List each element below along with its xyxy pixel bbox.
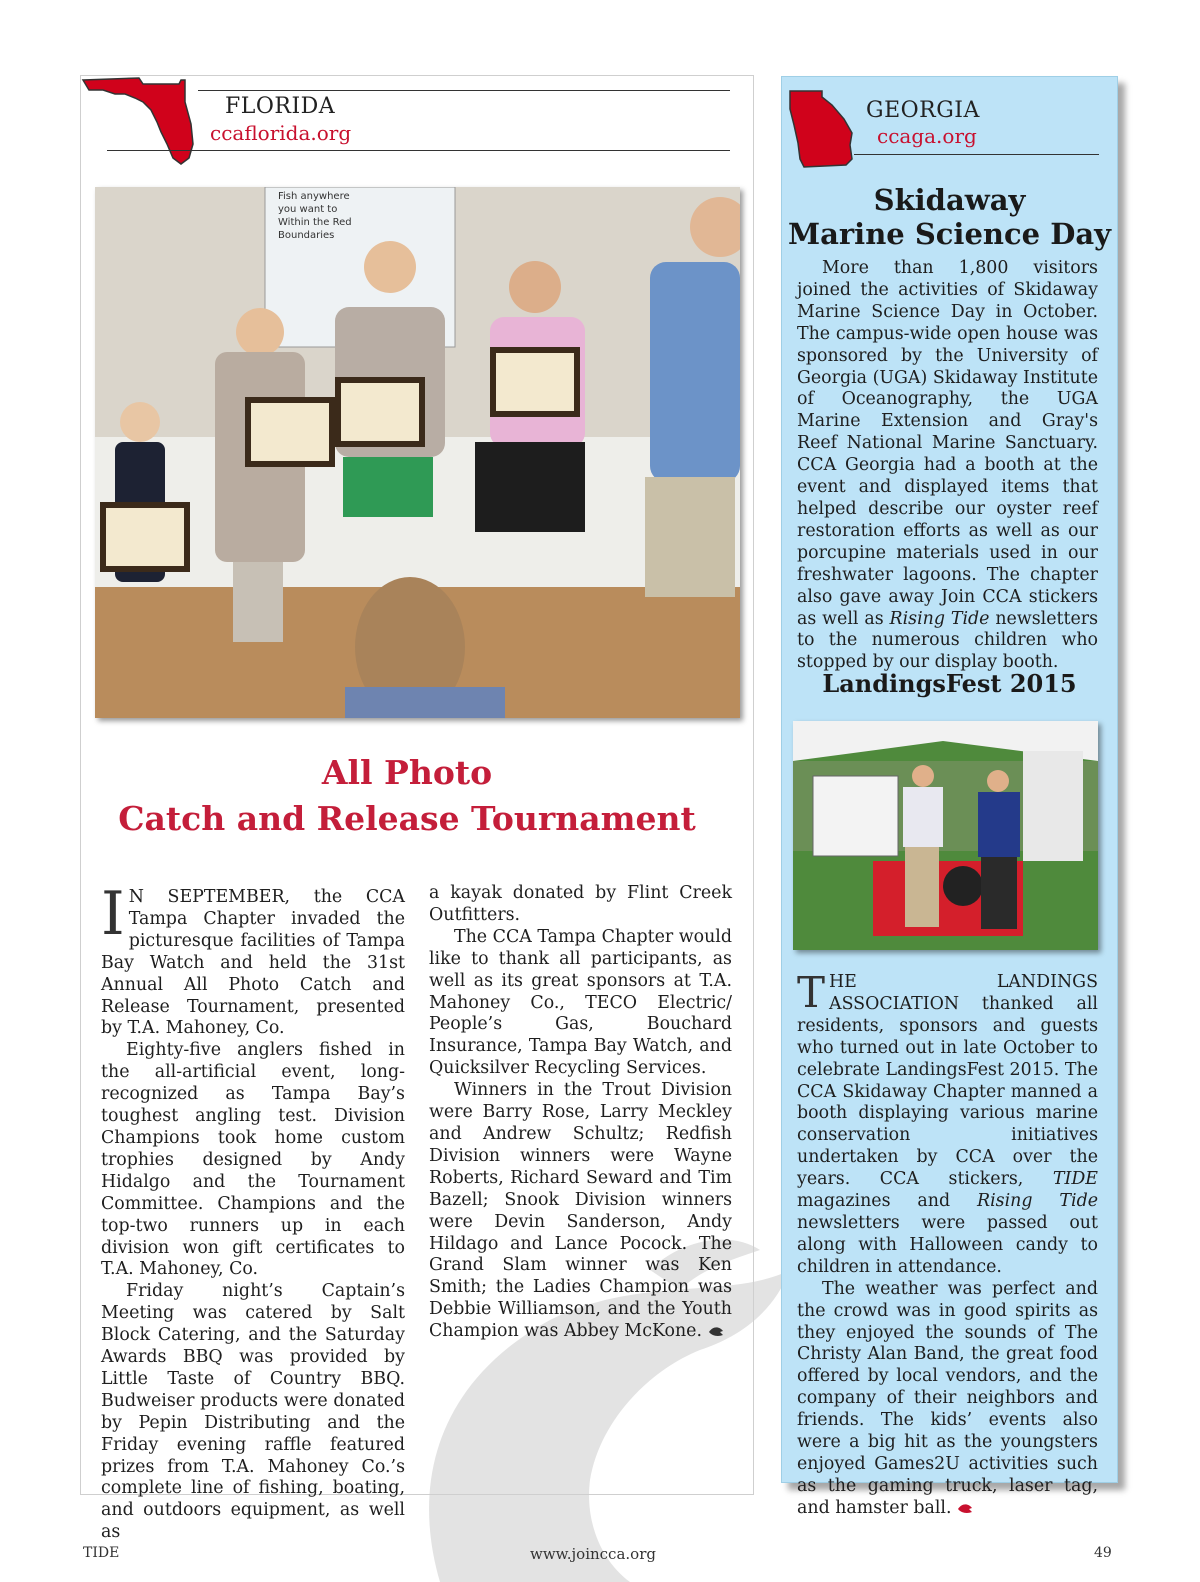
landingsfest-italic-1: TIDE <box>1052 1169 1098 1190</box>
skidaway-article <box>797 258 1098 674</box>
footer-website-link[interactable]: www.joincca.org <box>530 1545 656 1563</box>
florida-article-column-1 <box>101 879 405 1544</box>
footer-publication: TIDE <box>83 1545 120 1561</box>
dropcap-t: T <box>797 968 826 1017</box>
landingsfest-booth-photo <box>793 721 1098 950</box>
landingsfest-subtitle: LandingsFest 2015 <box>822 669 1077 698</box>
landingsfest-italic-2: Rising Tide <box>977 1191 1099 1212</box>
board-text-line: you want to <box>278 204 338 215</box>
header-rule-top <box>198 90 730 91</box>
fish-end-mark-red-icon <box>957 1503 973 1514</box>
georgia-map-icon <box>788 89 860 169</box>
headline-line-2: Catch and Release Tournament <box>118 799 696 838</box>
landingsfest-article <box>797 968 1099 1520</box>
landingsfest-paragraph-2: The weather was perfect and the crowd was in good spirits as they enjoyed the sounds of The Christy Alan Band, the great food offered by local vendors, and the company of their neighbors and friends. The kids’ events also were a big hit as the youngsters enjoyed Games2U activities such as the gaming truck, laser tag, and hamster ball. <box>797 1278 1098 1518</box>
board-text-line: Within the Red <box>278 217 352 228</box>
skidaway-title-line-2: Marine Science Day <box>788 217 1111 251</box>
col2-paragraph-3: Winners in the Trout Division were Barry Rose, Larry Meckley and Andrew Schultz; Redfish Division winners were Wayne Roberts, Richard Seward and Tim Bazell; Snook Division winners were Devin Sanderson, Andy Hildago and Lance Pocock. The Grand Slam winner was Ken Smith; the Ladies Champion was Debbie Williamson, and the Youth Champion was Abbey McKone. <box>429 1080 732 1342</box>
board-text-line: Boundaries <box>278 230 335 241</box>
col1-paragraph-1: N SEPTEMBER, the CCA Tampa Chapter invaded the picturesque facilities of Tampa Bay Watch and held the 31st Annual All Photo Catch and Release Tournament, presented by T.A. Mahoney, Co. <box>101 887 405 1039</box>
landingsfest-text-c: newsletters were passed out along with Halloween candy to children in attendance. <box>797 1212 1098 1277</box>
header-rule-bottom <box>107 150 730 151</box>
skidaway-italic-text: Rising Tide <box>889 608 990 629</box>
state-name-florida: FLORIDA <box>225 94 336 119</box>
skidaway-text-after: newsletters to the numerous children who stopped by our display booth. <box>797 608 1098 673</box>
florida-section <box>80 75 754 1543</box>
landingsfest-text-a: HE LANDINGS ASSOCIATION thanked all residents, sponsors and guests who turned out in late October to celebrate LandingsFest 2015. The CCA Skidaway Chapter manned a booth displaying various marine conservation initiatives undertaken by CCA over the years. CCA stickers, <box>797 972 1098 1190</box>
skidaway-title <box>782 183 1117 251</box>
georgia-website-link[interactable]: ccaga.org <box>877 124 977 148</box>
skidaway-title-line-1: Skidaway <box>873 183 1026 217</box>
article-headline <box>81 750 733 842</box>
tournament-awards-photo <box>95 187 740 718</box>
dropcap-i: I <box>101 879 125 949</box>
col1-paragraph-3: Friday night’s Captain’s Meeting was catered by Salt Block Catering, and the Saturday Awards BBQ was provided by Little Taste of Country BBQ. Budweiser products were donated by Pepin Distributing and the Friday evening raffle featured prizes from T.A. Mahoney Co.’s complete line of fishing, boating, and outdoors equipment, as well as <box>101 1281 405 1543</box>
board-text-line: Fish anywhere <box>278 191 350 202</box>
col1-paragraph-2: Eighty-five anglers fished in the all-artificial event, long-recognized as Tampa Bay’s toughest angling test. Division Champions took home custom trophies designed by Andy Hidalgo and the Tournament Committee. Champions and the top-two runners up in each division won gift certificates to T.A. Mahoney, Co. <box>101 1040 405 1280</box>
state-name-georgia: GEORGIA <box>866 98 980 123</box>
col2-paragraph-1: a kayak donated by Flint Creek Outfitters. <box>429 883 732 925</box>
page-number: 49 <box>1094 1545 1112 1561</box>
florida-article-column-2 <box>429 883 732 1343</box>
skidaway-text-before: More than 1,800 visitors joined the activities of Skidaway Marine Science Day in October. The campus-wide open house was sponsored by the University of Georgia (UGA) Skidaway Institute of Oceanography, the UGA Marine Extension and Gray's Reef National Marine Sanctuary. CCA Georgia had a booth at the event and displayed items that helped describe our oyster reef restoration efforts as well as our porcupine materials used in our freshwater lagoons. The chapter also gave away Join CCA stickers as well as <box>797 258 1098 629</box>
florida-website-link[interactable]: ccaflorida.org <box>210 121 352 145</box>
col2-paragraph-2: The CCA Tampa Chapter would like to thank all participants, as well as its great sponsors at T.A. Mahoney Co., TECO Electric/ People’s Gas, Bouchard Insurance, Tampa Bay Watch, and Quicksilver Recycling Services. <box>429 926 732 1079</box>
georgia-section <box>781 76 1118 1518</box>
landingsfest-text-b: magazines and <box>797 1191 978 1212</box>
fish-end-mark-icon <box>708 1326 724 1337</box>
florida-map-icon <box>81 74 196 166</box>
headline-line-1: All Photo <box>321 753 493 792</box>
georgia-header-rule <box>854 154 1099 155</box>
